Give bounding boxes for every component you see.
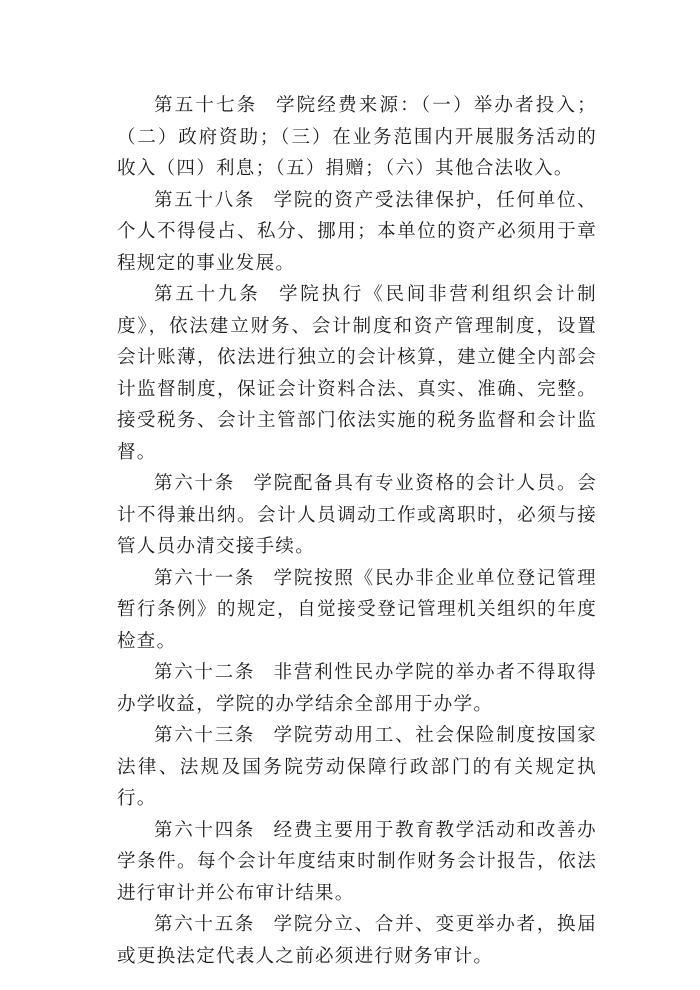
article-60 <box>117 468 597 563</box>
article-text: 学院按照《民办非企业单位登记管理暂行条例》的规定，自觉接受登记管理机关组织的年度检查。 <box>117 567 597 652</box>
article-62 <box>117 657 597 720</box>
article-59 <box>117 279 597 468</box>
article-64 <box>117 815 597 910</box>
article-57 <box>117 90 597 185</box>
article-number: 第六十四条 <box>154 819 256 841</box>
article-number: 第六十一条 <box>154 567 256 589</box>
article-number: 第六十二条 <box>154 662 256 683</box>
article-text: 学院执行《民间非营利组织会计制度》，依法建立财务、会计制度和资产管理制度，设置会计账薄，依法进行独立的会计核算，建立健全内部会计监督制度，保证会计资料合法、真实、准确、完整。接受税务、会计主管部门依法实施的税务监督和会计监督。 <box>117 284 597 463</box>
article-number: 第五十九条 <box>154 284 261 305</box>
article-63 <box>117 720 597 815</box>
article-text: 学院的资产受法律保护，任何单位、个人不得侵占、私分、挪用；本单位的资产必须用于章程规定的事业发展。 <box>117 189 597 274</box>
article-number: 第六十五条 <box>154 914 256 935</box>
article-text: 经费主要用于教育教学活动和改善办学条件。每个会计年度结束时制作财务会计报告，依法进行审计并公布审计结果。 <box>117 819 597 904</box>
article-text: 学院劳动用工、社会保险制度按国家法律、法规及国务院劳动保障行政部门的有关规定执行。 <box>117 725 597 809</box>
document-page <box>117 90 597 972</box>
article-number: 第五十七条 <box>154 95 258 116</box>
article-58 <box>117 185 597 280</box>
article-number: 第六十条 <box>154 473 235 494</box>
article-text: 学院分立、合并、变更举办者，换届或更换法定代表人之前必须进行财务审计。 <box>117 914 597 967</box>
article-number: 第六十三条 <box>154 725 256 746</box>
article-text: 学院配备具有专业资格的会计人员。会计不得兼出纳。会计人员调动工作或离职时，必须与接管人员办清交接手续。 <box>117 473 598 557</box>
article-number: 第五十八条 <box>154 189 256 211</box>
article-text: 学院经费来源：（一）举办者投入；（二）政府资助；（三）在业务范围内开展服务活动的收入（四）利息；（五）捐赠；（六）其他合法收入。 <box>117 95 597 179</box>
article-text: 非营利性民办学院的举办者不得取得办学收益，学院的办学结余全部用于办学。 <box>117 662 597 715</box>
article-61 <box>117 563 597 658</box>
article-65 <box>117 909 597 972</box>
